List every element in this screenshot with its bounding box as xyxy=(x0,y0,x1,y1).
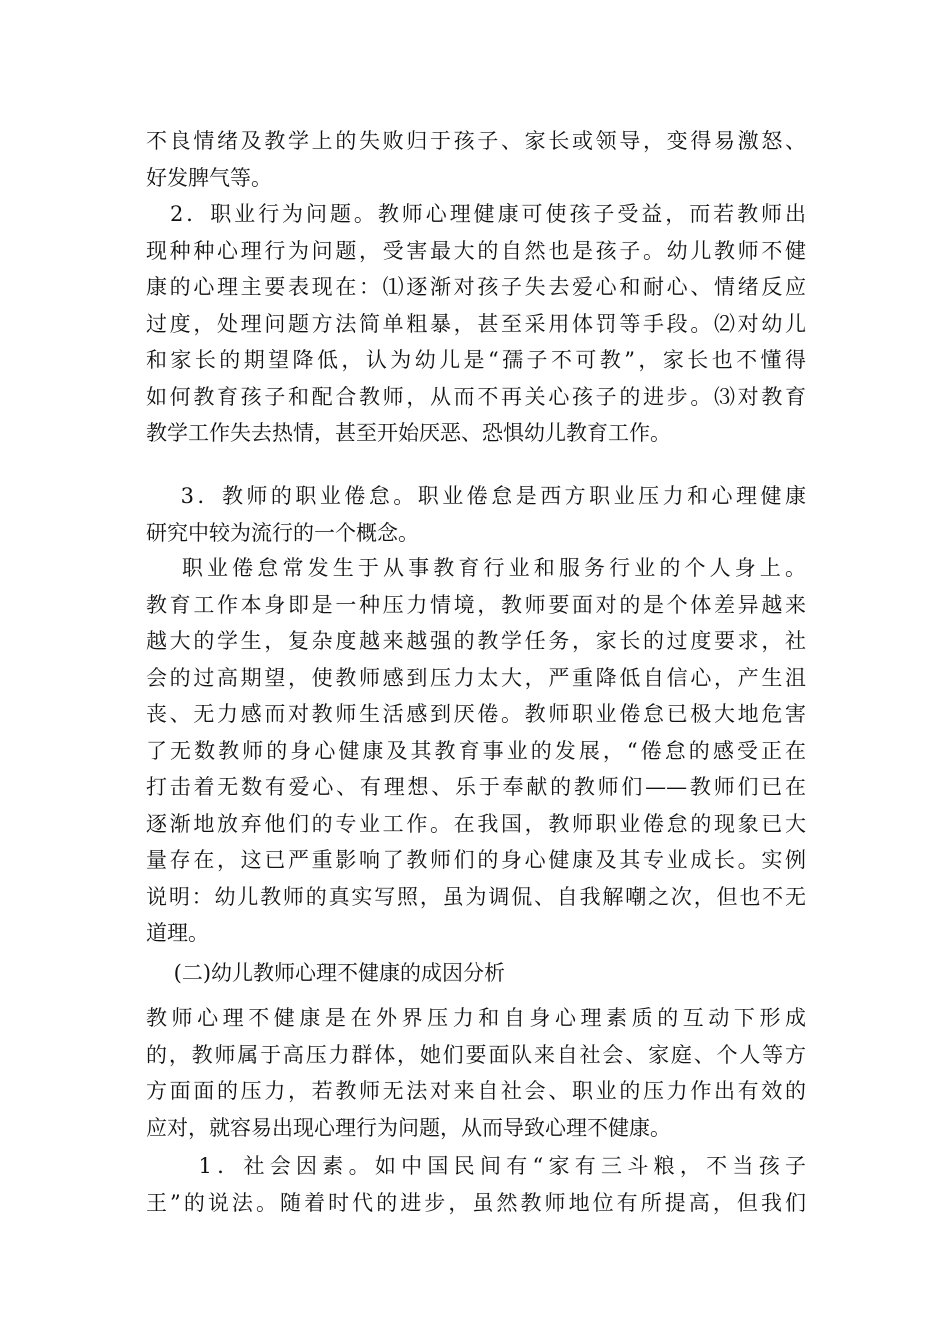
text-line: 2．职业行为问题。教师心理健康可使孩子受益，而若教师出 xyxy=(146,202,806,226)
text-line: 的，教师属于高压力群体，她们要面队来自社会、家庭、个人等方 xyxy=(146,1042,806,1067)
text-line: 说明：幼儿教师的真实写照，虽为调侃、自我解嘲之次，但也不无 xyxy=(146,884,806,909)
text-line: 过度，处理问题方法简单粗暴，甚至采用体罚等手段。⑵对幼儿 xyxy=(146,311,806,336)
text-line: 会的过高期望，使教师感到压力太大，严重降低自信心，产生沮 xyxy=(146,665,806,690)
text-line: 打击着无数有爱心、有理想、乐于奉献的教师们——教师们已在 xyxy=(146,775,806,799)
text-line: 逐渐地放弃他们的专业工作。在我国，教师职业倦怠的现象已大 xyxy=(146,811,806,836)
text-line: 量存在，这已严重影响了教师们的身心健康及其专业成长。实例 xyxy=(146,848,806,872)
text-line: 越大的学生，复杂度越来越强的教学任务，家长的过度要求，社 xyxy=(146,629,806,653)
text-line: 方面面的压力，若教师无法对来自社会、职业的压力作出有效的 xyxy=(146,1079,806,1103)
text-line: 教师心理不健康是在外界压力和自身心理素质的互动下形成 xyxy=(146,1006,806,1030)
text-line: (二)幼儿教师心理不健康的成因分析 xyxy=(146,961,506,985)
text-line: 好发脾气等。 xyxy=(146,165,272,190)
text-line: 教育工作本身即是一种压力情境，教师要面对的是个体差异越来 xyxy=(146,592,806,617)
paragraph-2 xyxy=(146,196,806,452)
paragraph-4 xyxy=(146,550,806,952)
text-line: 现种种心理行为问题，受害最大的自然也是孩子。幼儿教师不健 xyxy=(146,238,806,263)
text-line: 不良情绪及教学上的失败归于孩子、家长或领导，变得易激怒、 xyxy=(146,129,806,153)
text-line: 王”的说法。随着时代的进步，虽然教师地位有所提高，但我们 xyxy=(146,1190,806,1215)
text-line: 道理。 xyxy=(146,921,209,945)
text-line: 了无数教师的身心健康及其教育事业的发展，“倦怠的感受正在 xyxy=(146,738,806,763)
text-line: 研究中较为流行的一个概念。 xyxy=(146,520,419,545)
text-line: 如何教育孩子和配合教师，从而不再关心孩子的进步。⑶对教育 xyxy=(146,384,806,409)
text-line: 康的心理主要表现在：⑴逐渐对孩子失去爱心和耐心、情绪反应 xyxy=(146,275,806,299)
section-heading xyxy=(146,955,806,992)
text-line: 教学工作失去热情，甚至开始厌恶、恐惧幼儿教育工作。 xyxy=(146,421,671,445)
text-line: 丧、无力感而对教师生活感到厌倦。教师职业倦怠已极大地危害 xyxy=(146,702,806,726)
text-line: 和家长的期望降低，认为幼儿是“孺子不可教”，家长也不懂得 xyxy=(146,348,806,372)
text-line: 1．社会因素。如中国民间有“家有三斗粮，不当孩子 xyxy=(146,1154,806,1178)
text-line: 职业倦怠常发生于从事教育行业和服务行业的个人身上。 xyxy=(146,556,806,580)
paragraph-6 xyxy=(146,1000,806,1146)
paragraph-7 xyxy=(146,1148,806,1221)
text-line: 应对，就容易出现心理行为问题，从而导致心理不健康。 xyxy=(146,1115,671,1140)
paragraph-1 xyxy=(146,123,806,196)
paragraph-3 xyxy=(146,478,806,551)
text-line: 3．教师的职业倦怠。职业倦怠是西方职业压力和心理健康 xyxy=(146,484,806,508)
